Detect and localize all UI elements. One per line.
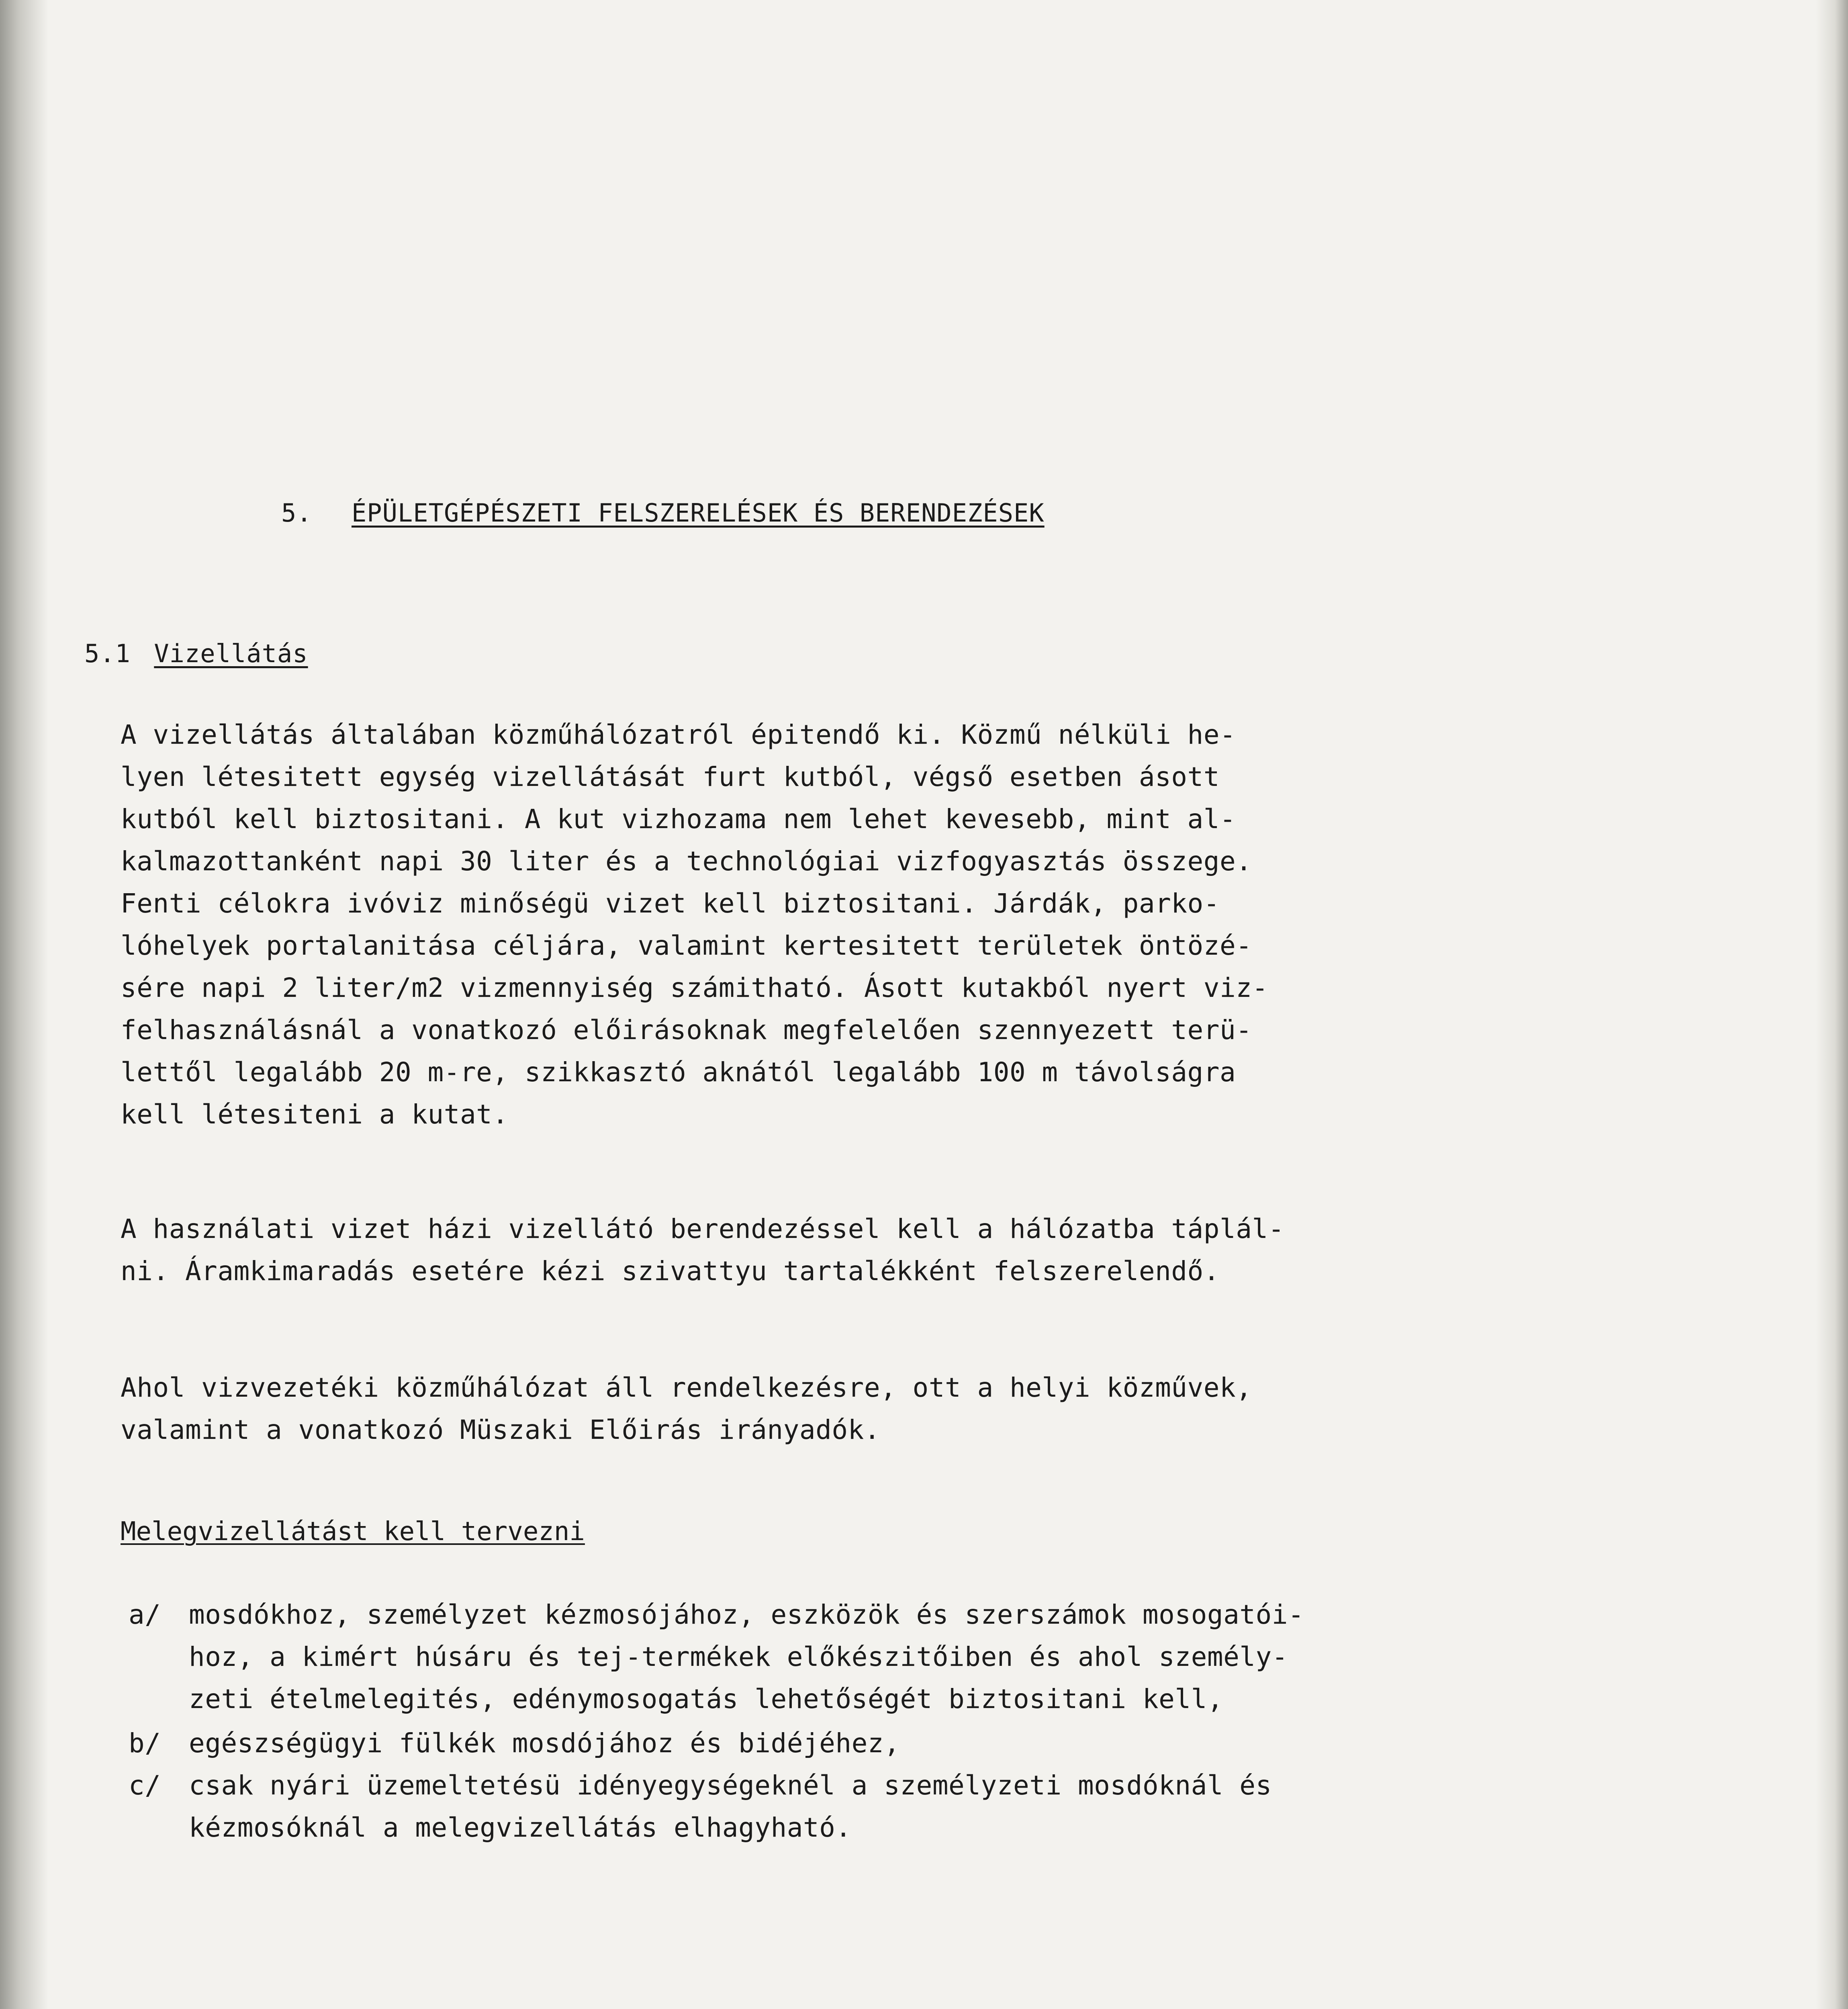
text-line: Fenti célokra ivóviz minőségü vizet kell biztositani. Járdák, parko- [121,888,1220,919]
section-title: ÉPÜLETGÉPÉSZETI FELSZERELÉSEK ÉS BERENDEZÉSEK [351,498,1045,528]
text-line: A vizellátás általában közműhálózatról épitendő ki. Közmű nélküli he- [121,719,1236,750]
text-line: felhasználásnál a vonatkozó előirásoknak megfelelően szennyezett terü- [121,1015,1252,1045]
scan-shadow-right [1816,0,1848,2009]
text-line: Ahol vizvezetéki közműhálózat áll rendelkezésre, ott a helyi közművek, [121,1372,1252,1403]
list-marker: c/ [129,1770,161,1801]
text-line: A használati vizet házi vizellátó berendezéssel kell a hálózatba táplál- [121,1213,1284,1244]
subsection-heading [84,639,308,668]
section-heading [281,498,1045,528]
subsection-title: Vizellátás [154,639,308,668]
text-line: egészségügyi fülkék mosdójához és bidéjéhez, [189,1728,900,1759]
hot-water-heading: Melegvizellátást kell tervezni [121,1517,585,1547]
text-line: kalmazottanként napi 30 liter és a technológiai vizfogyasztás összege. [121,846,1252,877]
scan-shadow-left [0,0,48,2009]
section-number: 5. [281,498,312,528]
text-line: csak nyári üzemeltetésü idényegységeknél a személyzeti mosdóknál és [189,1770,1272,1801]
text-line: sére napi 2 liter/m2 vizmennyiség számitható. Ásott kutakból nyert viz- [121,972,1268,1003]
list-marker: b/ [129,1728,161,1759]
text-line: lettől legalább 20 m-re, szikkasztó aknától legalább 100 m távolságra [121,1057,1236,1088]
text-line: zeti ételmelegités, edénymosogatás lehetőségét biztositani kell, [189,1684,1224,1714]
text-line: kézmosóknál a melegvizellátás elhagyható. [189,1812,852,1843]
text-line: mosdókhoz, személyzet kézmosójához, eszközök és szerszámok mosogatói- [189,1599,1304,1630]
list-marker: a/ [129,1599,161,1630]
text-line: ni. Áramkimaradás esetére kézi szivattyu tartalékként felszerelendő. [121,1256,1220,1287]
text-line: lyen létesitett egység vizellátását furt kutból, végső esetben ásott [121,761,1220,792]
text-line: kell létesiteni a kutat. [121,1099,509,1130]
text-line: kutból kell biztositani. A kut vizhozama nem lehet kevesebb, mint al- [121,804,1236,835]
text-line: lóhelyek portalanitása céljára, valamint kertesitett területek öntözé- [121,930,1252,961]
text-line: valamint a vonatkozó Müszaki Előirás irányadók. [121,1414,881,1445]
text-line: hoz, a kimért húsáru és tej-termékek előkészitőiben és ahol személy- [189,1641,1288,1672]
subsection-number: 5.1 [84,639,131,668]
